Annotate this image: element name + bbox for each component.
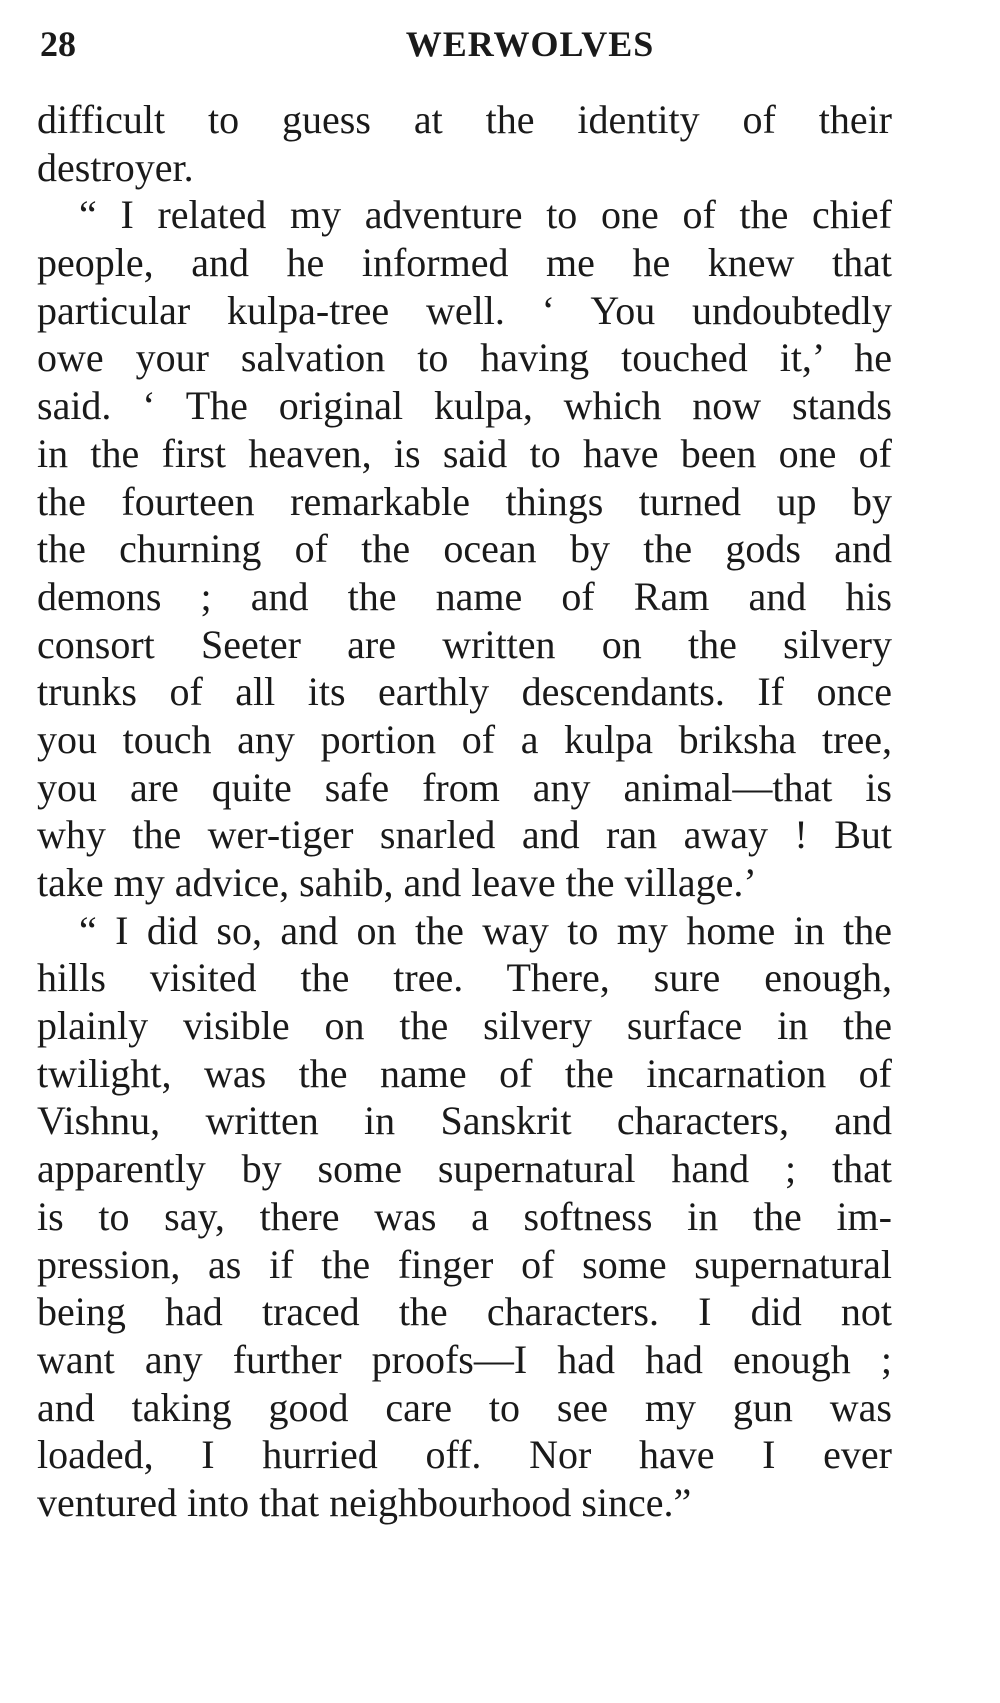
text-line: particular kulpa-tree well. ‘ You undoubtedly bbox=[37, 287, 892, 333]
text-line: and taking good care to see my gun was bbox=[37, 1384, 892, 1430]
text-line: you are quite safe from any animal—that is bbox=[37, 764, 892, 810]
text-line: twilight, was the name of the incarnation of bbox=[37, 1050, 892, 1096]
text-line: said. ‘ The original kulpa, which now stands bbox=[37, 383, 892, 429]
text-line: consort Seeter are written on the silvery bbox=[37, 621, 892, 667]
running-head bbox=[40, 14, 940, 74]
text-line: loaded, I hurried off. Nor have I ever bbox=[37, 1432, 892, 1478]
text-line: pression, as if the finger of some supernatural bbox=[37, 1241, 892, 1287]
text-line: Vishnu, written in Sanskrit characters, and bbox=[37, 1098, 892, 1144]
text-line: plainly visible on the silvery surface in the bbox=[37, 1003, 892, 1049]
text-line: hills visited the tree. There, sure enough, bbox=[37, 955, 892, 1001]
text-line: take my advice, sahib, and leave the village.’ bbox=[37, 860, 757, 905]
text-line: is to say, there was a softness in the im- bbox=[37, 1193, 892, 1239]
body-text bbox=[37, 96, 892, 1527]
text-line: apparently by some supernatural hand ; that bbox=[37, 1146, 892, 1192]
text-line: the fourteen remarkable things turned up by bbox=[37, 478, 892, 524]
text-line: in the first heaven, is said to have been one of bbox=[37, 430, 892, 476]
text-line: you touch any portion of a kulpa briksha tree, bbox=[37, 716, 892, 762]
running-title: WERWOLVES bbox=[405, 24, 655, 64]
text-line: owe your salvation to having touched it,’ he bbox=[37, 335, 892, 381]
text-line: the churning of the ocean by the gods and bbox=[37, 526, 892, 572]
text-line: trunks of all its earthly descendants. If once bbox=[37, 669, 892, 715]
text-line: difficult to guess at the identity of their bbox=[37, 97, 892, 142]
text-line: destroyer. bbox=[37, 144, 194, 190]
text-line: “ I related my adventure to one of the chief bbox=[79, 192, 892, 238]
text-line: demons ; and the name of Ram and his bbox=[37, 573, 892, 619]
page-number: 28 bbox=[40, 24, 76, 64]
text-line: want any further proofs—I had had enough ; bbox=[37, 1336, 892, 1382]
text-line: “ I did so, and on the way to my home in the bbox=[79, 907, 892, 953]
text-line: why the wer-tiger snarled and ran away ! But bbox=[37, 812, 892, 858]
text-line: ventured into that neighbourhood since.” bbox=[37, 1479, 692, 1525]
text-line: people, and he informed me he knew that bbox=[37, 240, 892, 286]
text-line: being had traced the characters. I did not bbox=[37, 1289, 892, 1335]
